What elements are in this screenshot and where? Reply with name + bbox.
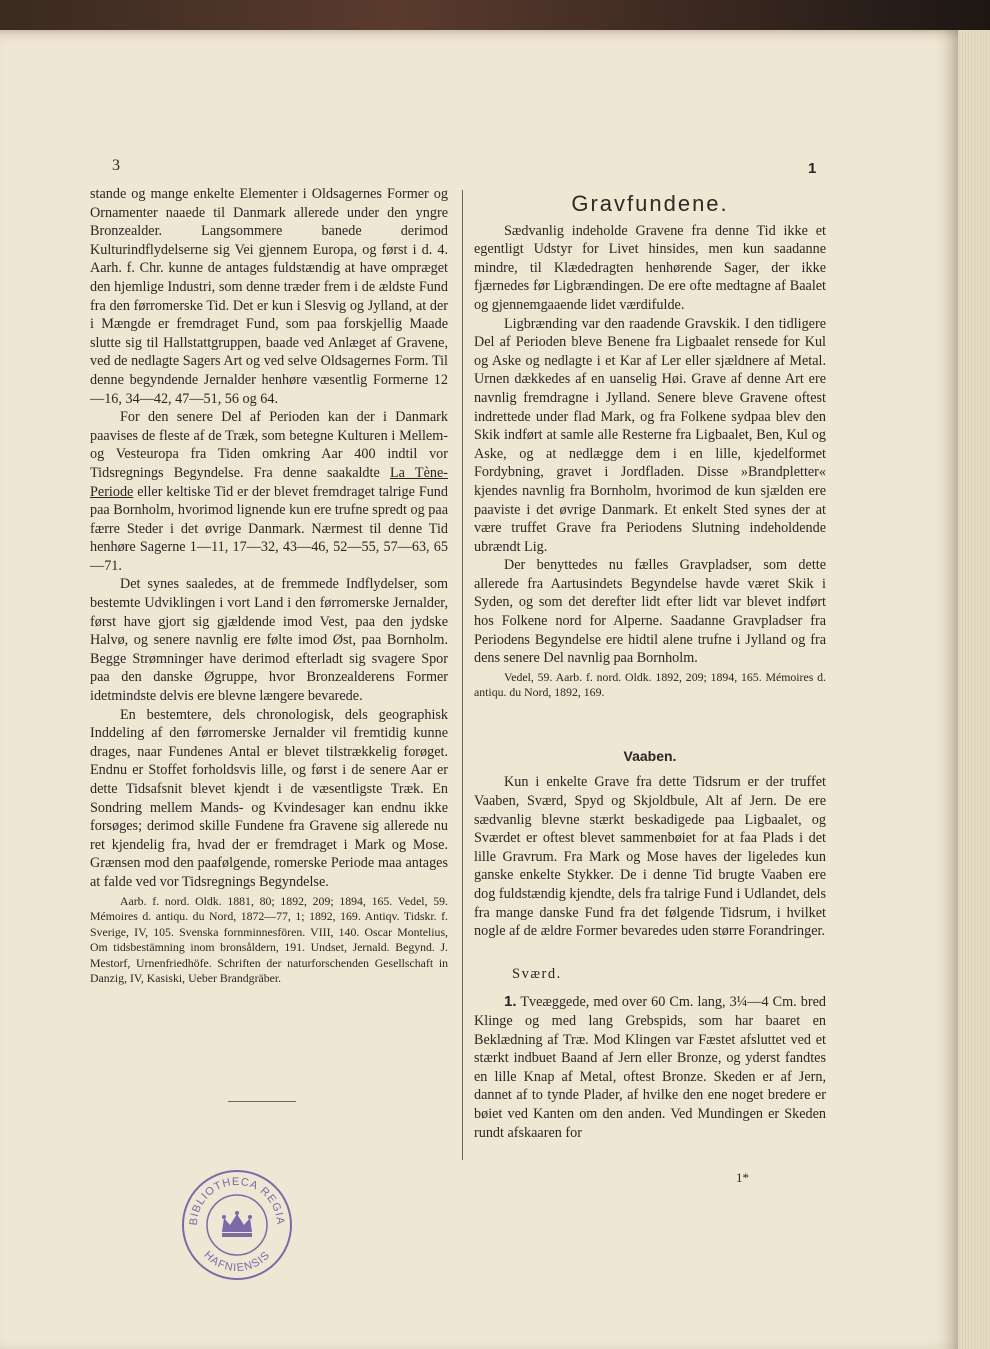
signature-mark: 1*: [736, 1170, 749, 1185]
column-divider: [462, 190, 463, 1160]
section-rule: [228, 1101, 296, 1102]
entry-text: Tveæggede, med over 60 Cm. lang, 3¼—4 Cm. bred Klinge og med lang Grebspids, som har baaret en Beklædning af Træ. Mod Klingen var Fæstet afsluttet ved et stærkt indbuet Baand af Jern eller Bronze, og yderst fandtes en lille Knap af Metal, oftest Bronze. Skeden er af Jern, dannet af to tynde Plader, af hvilke den ene noget bredere er bøiet ved Kanten om den anden. Ved Mundingen er Skeden rundt afskaaren for: [474, 994, 826, 1141]
paragraph: En bestemtere, dels chronologisk, dels geographisk Inddeling af den førromerske Jernalder vil fremtidig kunne drages, naar Fundenes Antal er blevet tilstrækkelig forøget. Endnu er Stoffet forholdsvis lille, og først i de senere Aar er dette Tidsafsnit blevet kjendt i de væsentligste Træk. En Sondring mellem Mands- og Kvindesager kan endnu ikke forsøges; derimod skille Fundene fra Gravene sig allerede nu ret kjendelig fra, hvad der er fremdraget i Mark og Mose. Grænsen mod den paafølgende, romerske Periode maa antages at falde ved vor Tidsregnings Begyndelse.: [90, 706, 448, 890]
paragraph: Det synes saaledes, at de fremmede Indflydelser, som bestemte Udviklingen i vort Land i den førromerske Jernalder, først have gjort sig gjældende imod Vest, paa den jydske Halvø, og senere navnlig ere følte imod Øst, paa Bornholm. Begge Strømninger have derimod efterladt sig svagere Spor paa den danske Øgruppe, hvor Bronzealderens Former idetmindste delvis ere blevne længere bevarede.: [90, 576, 448, 705]
paragraph: Der benyttedes nu fælles Gravpladser, som dette allerede fra Aartusindets Begyndelse havde været Skik i Syden, og som det derefter lidt efter lidt var blevet indført hos Folkene nord for Alperne. Saadanne Gravpladser fra Periodens Begyndelse ere hidtil alene trufne i Jylland og fra dens senere Del navnlig paa Bornholm.: [474, 557, 826, 667]
paragraph: Ligbrænding var den raadende Gravskik. I den tidligere Del af Perioden bleve Benene fra Ligbaalet rensede for Kul og Aske og nedlagte i et Kar af Ler eller sjældnere af Metal. Urnen dækkedes af en uanselig Høi. Grave af denne Art ere navnlig fremdragne i Jylland. Senere bleve Gravene oftest indrettede under flad Mark, og fra Folkene sydpaa blev den Skik indført at samle alle Resterne fra Ligbaalet, Ben, Kul og Aske, og at nedlægge dem i en lille, kjedelformet Fordybning, gravet i Jordfladen. Disse »Brandpletter« kjendes navnlig fra Bornholm, hvorimod de kun sjælden ere paaviste i det øvrige Danmark. Et enkelt Sted synes der at være truffet Grave fra Periodens Slutning indeholdende ubrændt Lig.: [474, 315, 826, 555]
entry-number: 1.: [504, 993, 517, 1011]
left-column: [90, 185, 448, 987]
stamp-bottom-text: HAFNIENSIS: [201, 1248, 273, 1275]
paragraph-text: For den senere Del af Perioden kan der i Danmark paavises de fleste af de Træk, som betegne Kulturen i Mellem- og Vesteuropa fra Tiden omkring Aar 400 indtil vor Tidsregnings Begyndelse. Fra denne saakaldte: [90, 409, 448, 481]
references: Vedel, 59. Aarb. f. nord. Oldk. 1892, 209; 1894, 165. Mémoires d. antiqu. du Nord, 1892, 169.: [474, 669, 826, 700]
page-number-right: 1: [808, 160, 817, 177]
subsection-heading: Sværd.: [512, 965, 562, 982]
page-number-left: 3: [112, 157, 120, 174]
paragraph: Sædvanlig indeholde Gravene fra denne Tid ikke et egentligt Udstyr for Livet hinsides, men kun saadanne mindre, til Klædedragten henhørende Sager, der ikke fjærnedes før Ligbrændingen. De ere ofte medtagne af Baalet og gjennemgaaende lidet værdifulde.: [474, 222, 826, 313]
library-stamp: [180, 1168, 294, 1282]
references: Aarb. f. nord. Oldk. 1881, 80; 1892, 209; 1894, 165. Vedel, 59. Mémoires d. antiqu. du Nord, 1872—77, 1; 1892, 169. Antiqv. Tidskr. f. Sverige, IV, 105. Svenska fornminnesfören. VIII, 140. Oscar Montelius, Om tidsbestämning inom bronsåldern, 191. Undset, Jernald. Begynd. J. Mestorf, Urnenfriedhöfe. Schriften der naturforschenden Gesellschaft in Danzig, IV, Kasiski, Ueber Brandgräber.: [90, 893, 448, 986]
stamp-top-text: BIBLIOTHECA REGIA: [187, 1175, 287, 1226]
period-term: La Tène-Periode: [90, 464, 448, 500]
right-column: [474, 191, 826, 1142]
numbered-entry: [474, 993, 826, 1142]
paragraph-text: eller keltiske Tid er der blevet fremdraget talrige Fund paa Bornholm, hvorimod lignende kun ere trufne spredt og paa færre Steder i det øvrige Danmark. Nærmest til denne Tid henhøre Sagerne 1—11, 17—32, 43—46, 52—55, 57—63, 65—71.: [90, 483, 448, 574]
paragraph: stande og mange enkelte Elementer i Oldsagernes Former og Ornamenter naaede til Danmark allerede under den yngre Bronzealder. Langsommere banede derimod Kulturindflydelserne sig Vei gjennem Europa, og først i d. 4. Aarh. f. Chr. kunne de antages fuldstændig at have ompræget den hjemlige Industri, som denne træder frem i de ældste Fund fra den førromerske Tid. Det er kun i Slesvig og Jylland, at der i Mængde er fremdraget Fund, som paa forskjellig Maade slutte sig til Hallstattgruppen, baade ved Anlæget af Gravene, ved de nedlagte Sagers Art og ved selve Oldsagernes Form. Til denne begyndende Jernalder henhøre væsentlig Formerne 12—16, 34—42, 47—51, 56 og 64.: [90, 186, 448, 407]
svg-text:HAFNIENSIS: [201, 1249, 272, 1274]
crown-icon: [222, 1211, 252, 1237]
chapter-heading: Gravfundene.: [571, 191, 729, 216]
paragraph: Kun i enkelte Grave fra dette Tidsrum er der truffet Vaaben, Sværd, Spyd og Skjoldbule, Alt af Jern. De ere sædvanlig blevne stærkt beskadigede paa Ligbaalet, og Sværdet er oftest blevet sammenbøiet for at faa Plads i det lille Gravrum. Fra Mark og Mose haves der ligeledes kun ganske enkelte Stykker. De i denne Tid brugte Vaaben ere dog fuldstændig kjendte, dels fra talrige Fund i Udlandet, dels fra mange danske Fund fra det følgende Tidsrum, i hvilket nogle af de ældre Former bevaredes uden større Forandringer.: [474, 774, 826, 940]
paragraph: [90, 408, 448, 575]
page-stack-edge: [958, 30, 990, 1349]
section-heading: Vaaben.: [623, 747, 677, 764]
